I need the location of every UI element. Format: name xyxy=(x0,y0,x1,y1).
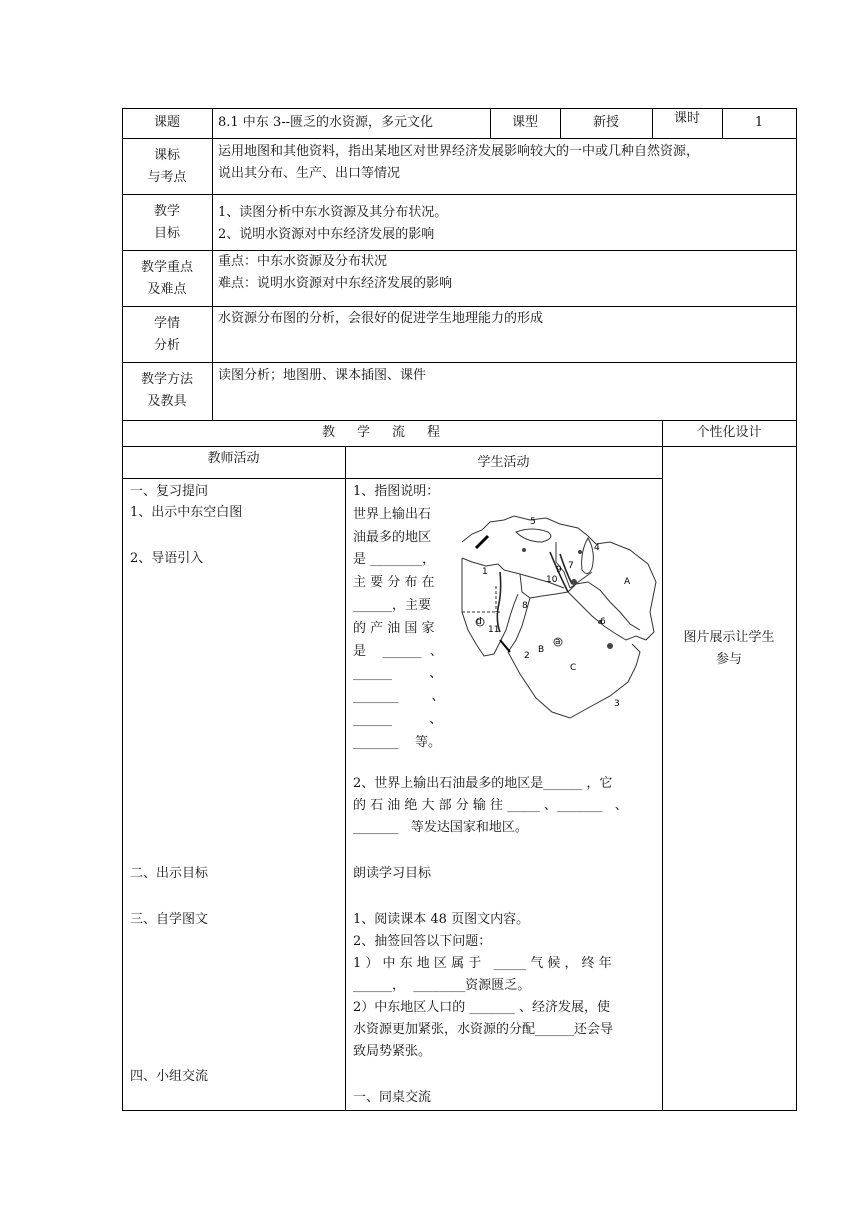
table-border xyxy=(122,1110,797,1111)
row-content-line: 1、读图分析中东水资源及其分布状况。 xyxy=(218,205,448,220)
map-label: 11 xyxy=(488,625,500,635)
student-group-line: 一、同桌交流 xyxy=(353,1090,432,1105)
type-value: 新授 xyxy=(592,115,619,130)
student-line: 世界上输出石 xyxy=(353,506,432,522)
row-content-line: 运用地图和其他资料，指出某地区对世界经济发展影响较大的一中或几种自然资源， xyxy=(218,144,700,159)
table-border xyxy=(345,446,346,1111)
student-line: 1、阅读课本 48 页图文内容。 xyxy=(353,912,530,927)
personal-design-line: 图片展示让学生 xyxy=(683,630,775,645)
map-label: 5 xyxy=(530,517,536,527)
table-border xyxy=(796,108,797,1111)
student-block-self xyxy=(353,909,658,1063)
teacher-step: 一、复习提问 xyxy=(130,484,209,499)
map-label: A xyxy=(624,577,631,587)
table-border xyxy=(122,194,797,195)
map-label: 6 xyxy=(600,617,606,627)
period-label: 课时 xyxy=(673,111,700,126)
map-label: 4 xyxy=(594,543,600,553)
student-line: 1、指图说明： xyxy=(353,484,440,499)
row-content-line: 读图分析；地图册、课本插图、课件 xyxy=(218,368,427,383)
row-label-line: 分析 xyxy=(153,338,180,353)
row-label-line: 学情 xyxy=(153,316,180,331)
personal-design-line: 参与 xyxy=(715,652,742,667)
map-label: B xyxy=(538,645,545,655)
student-block-q2 xyxy=(353,773,658,839)
map-label: 2 xyxy=(524,651,530,661)
map-label: d xyxy=(476,617,482,627)
table-border xyxy=(662,420,663,1111)
topic-value: 8.1 中东 3--匮乏的水资源，多元文化 xyxy=(218,115,433,130)
student-line: ______，主要 xyxy=(353,597,432,613)
teacher-step: 三、自学图文 xyxy=(130,912,209,927)
student-line: _______ 等发达国家和地区。 xyxy=(353,820,528,835)
map-label: 3 xyxy=(614,699,620,709)
row-content-line: 说出其分布、生产、出口等情况 xyxy=(218,166,401,181)
student-block-q1 xyxy=(353,481,463,755)
row-label-line: 教学方法 xyxy=(140,372,193,387)
teacher-step: 四、小组交流 xyxy=(130,1069,209,1084)
student-line: _______ 、 xyxy=(353,689,445,705)
row-label-line: 及难点 xyxy=(147,282,187,297)
table-border xyxy=(212,108,213,421)
topic-label: 课题 xyxy=(153,115,180,130)
student-line: 的 产 油 国 家 xyxy=(353,620,435,636)
row-label-line: 教学 xyxy=(153,204,180,219)
student-line: 2、抽签回答以下问题： xyxy=(353,934,492,949)
row-content xyxy=(218,365,794,387)
table-border xyxy=(122,138,797,139)
row-content-line: 2、说明水资源对中东经济发展的影响 xyxy=(218,227,435,242)
student-line: 油最多的地区 xyxy=(353,529,432,545)
student-line: 的 石 油 绝 大 部 分 输 往 _____ 、_______ 、 xyxy=(353,798,628,813)
student-line: 主 要 分 布 在 xyxy=(353,575,435,591)
row-content-line: 重点：中东水资源及分布状况 xyxy=(218,254,388,269)
table-border xyxy=(122,446,797,447)
middle-east-outline-map xyxy=(460,512,658,722)
student-read-goals: 朗读学习目标 xyxy=(353,866,432,881)
flow-title: 教学流程 xyxy=(321,425,462,440)
map-label: 8 xyxy=(522,601,528,611)
student-header: 学生活动 xyxy=(477,455,530,470)
student-line: 1 ） 中 东 地 区 属 于 _____ 气 候 ， 终 年 xyxy=(353,956,612,971)
student-line: ______ 、 xyxy=(353,666,443,682)
personal-design-text xyxy=(662,627,796,671)
student-line: 是 ______ 、 xyxy=(353,643,443,659)
map-label: 10 xyxy=(546,575,558,585)
row-label-line: 与考点 xyxy=(147,170,187,185)
period-value: 1 xyxy=(754,115,764,130)
row-label-line: 课标 xyxy=(153,148,180,163)
row-content xyxy=(218,308,794,330)
table-border xyxy=(122,306,797,307)
row-label-line: 目标 xyxy=(153,226,180,241)
row-content xyxy=(218,141,794,185)
teacher-step: 二、出示目标 xyxy=(130,866,209,881)
table-border xyxy=(122,362,797,363)
row-content-line: 水资源分布图的分析，会很好的促进学生地理能力的形成 xyxy=(218,311,544,326)
type-label: 课型 xyxy=(511,115,538,130)
row-content xyxy=(218,202,794,246)
row-label xyxy=(122,257,212,301)
row-label xyxy=(122,369,212,413)
row-content-line: 难点：说明水资源对中东经济发展的影响 xyxy=(218,276,453,291)
student-line: 是 ________， xyxy=(353,552,436,568)
student-line: _______ 等。 xyxy=(353,734,442,750)
table-border xyxy=(122,478,662,479)
row-label xyxy=(122,201,212,245)
row-label-line: 教学重点 xyxy=(140,260,193,275)
table-border xyxy=(122,420,797,421)
map-label: 7 xyxy=(568,561,574,571)
student-line: ______， ________资源匮乏。 xyxy=(353,978,531,993)
row-label-line: 及教具 xyxy=(147,394,187,409)
teacher-header: 教师活动 xyxy=(207,451,260,466)
student-line: 致局势紧张。 xyxy=(353,1044,432,1059)
teacher-step: 1、出示中东空白图 xyxy=(130,505,243,520)
row-label xyxy=(122,313,212,357)
row-label xyxy=(122,145,212,189)
student-line: 2、世界上输出石油最多的地区是______ ，它 xyxy=(353,776,613,791)
personal-design-label: 个性化设计 xyxy=(696,425,762,440)
map-label: a xyxy=(555,637,561,647)
map-label: 9 xyxy=(556,565,562,575)
teacher-step: 2、导语引入 xyxy=(130,551,204,566)
student-line: ______ 、 xyxy=(353,711,443,727)
row-content xyxy=(218,251,794,295)
map-label: C xyxy=(570,663,577,673)
student-line: 水资源更加紧张，水资源的分配______还会导 xyxy=(353,1022,614,1037)
student-line: 2）中东地区人口的 _______ 、经济发展，使 xyxy=(353,1000,611,1015)
map-label: 1 xyxy=(482,567,488,577)
